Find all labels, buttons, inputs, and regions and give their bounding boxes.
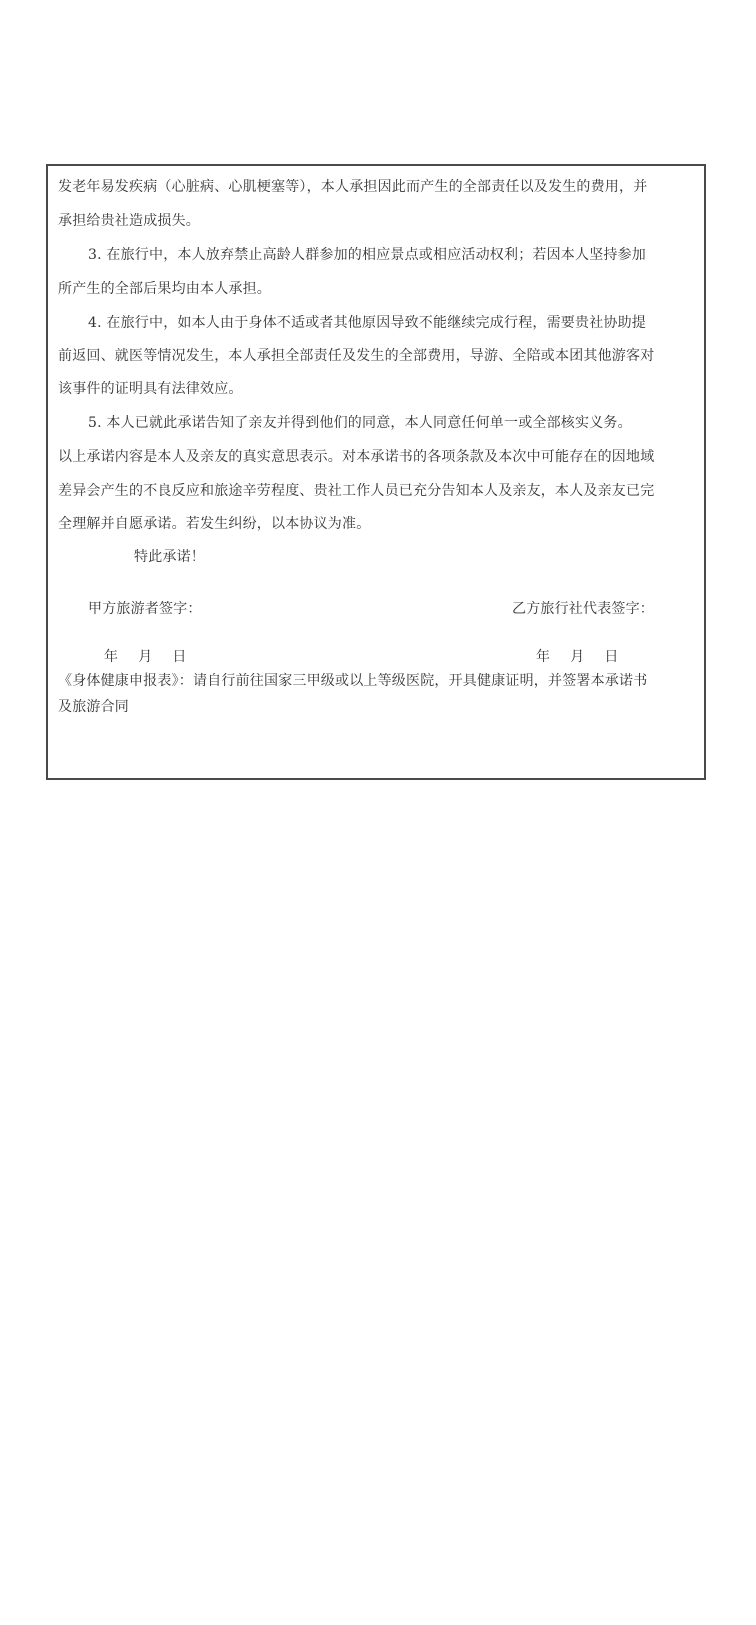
party-b-signature-label: 乙方旅行社代表签字： xyxy=(512,601,654,617)
day-label: 日 xyxy=(172,649,187,665)
clause-5-line: 5. 本人已就此承诺告知了亲友并得到他们的同意，本人同意任何单一或全部核实义务。 xyxy=(88,415,632,431)
paragraph-line: 所产生的全部后果均由本人承担。 xyxy=(58,281,271,297)
clause-3-line: 3. 在旅行中，本人放弃禁止高龄人群参加的相应景点或相应活动权利；若因本人坚持参加 xyxy=(88,247,647,263)
paragraph-line: 承担给贵社造成损失。 xyxy=(58,213,200,229)
summary-line: 全理解并自愿承诺。若发生纠纷，以本协议为准。 xyxy=(58,516,371,532)
year-label: 年 xyxy=(536,649,551,665)
summary-line: 以上承诺内容是本人及亲友的真实意思表示。对本承诺书的各项条款及本次中可能存在的因地域 xyxy=(58,449,655,465)
day-label: 日 xyxy=(604,649,619,665)
clause-4-line: 4. 在旅行中，如本人由于身体不适或者其他原因导致不能继续完成行程，需要贵社协助提 xyxy=(88,315,647,331)
special-commitment: 特此承诺！ xyxy=(134,549,205,565)
footnote-line: 《身体健康申报表》：请自行前往国家三甲级或以上等级医院，开具健康证明，并签署本承诺书 xyxy=(58,673,648,689)
paragraph-line: 前返回、就医等情况发生，本人承担全部责任及发生的全部费用，导游、全陪或本团其他游客对 xyxy=(58,348,655,364)
month-label: 月 xyxy=(570,649,585,665)
paragraph-line: 该事件的证明具有法律效应。 xyxy=(58,381,243,397)
party-a-date xyxy=(104,648,187,666)
footnote-line: 及旅游合同 xyxy=(58,699,129,715)
year-label: 年 xyxy=(104,649,119,665)
party-a-signature-label: 甲方旅游者签字： xyxy=(88,601,202,617)
party-b-date xyxy=(536,648,619,666)
paragraph-line: 发老年易发疾病（心脏病、心肌梗塞等），本人承担因此而产生的全部责任以及发生的费用，并 xyxy=(58,179,648,195)
summary-line: 差异会产生的不良反应和旅途辛劳程度、贵社工作人员已充分告知本人及亲友，本人及亲友已完 xyxy=(58,483,655,499)
month-label: 月 xyxy=(138,649,153,665)
commitment-document-box xyxy=(46,164,706,780)
